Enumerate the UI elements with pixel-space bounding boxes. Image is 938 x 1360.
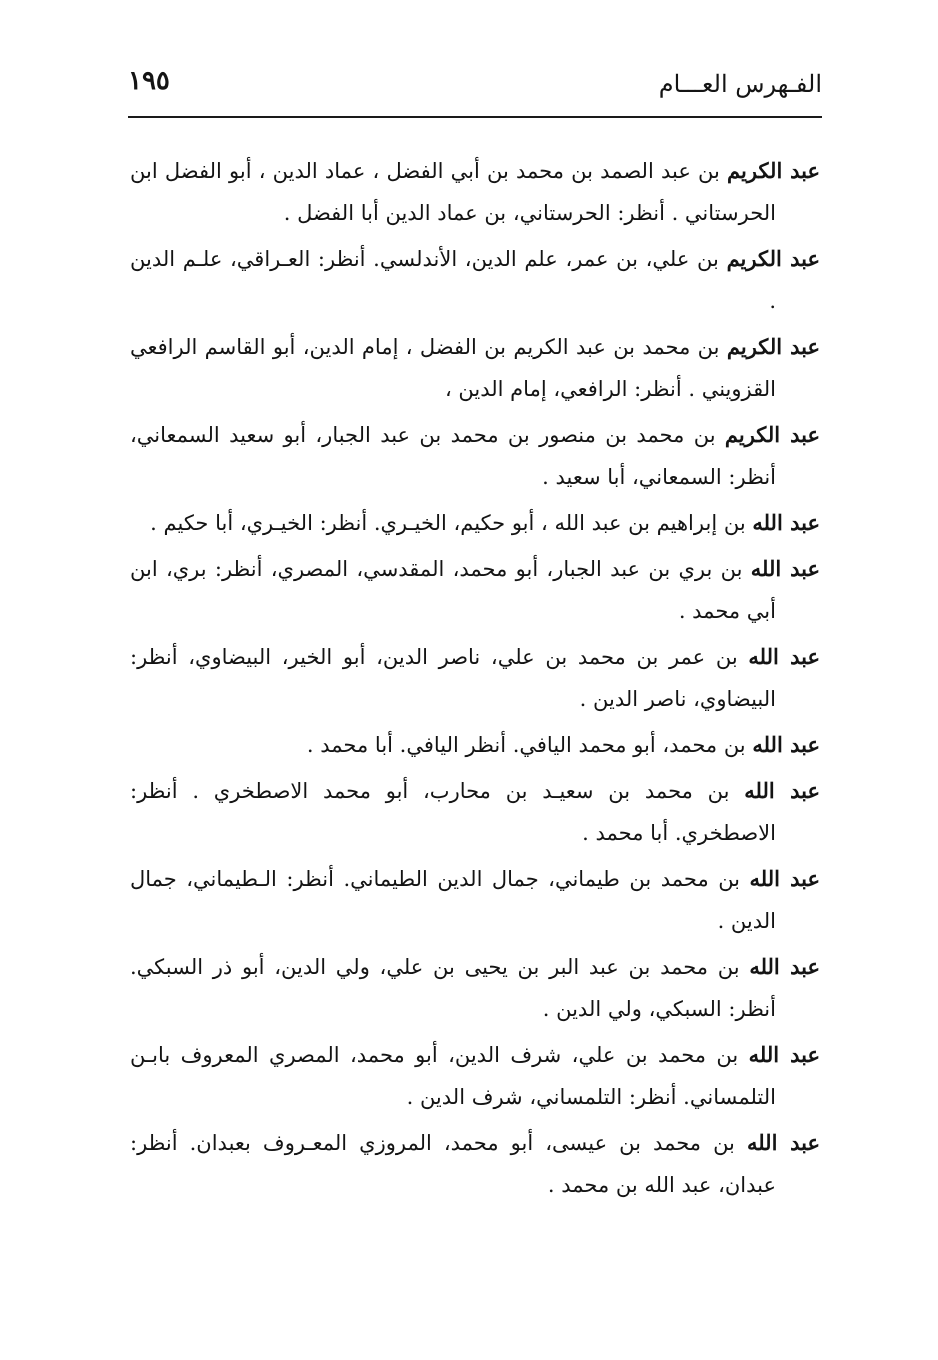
entry-head: عبد الله xyxy=(749,954,820,979)
entry-head: عبد الله xyxy=(752,732,820,757)
entry-text: بن محمد بن سعيـد بن محارب، أبو محمد الاصطخري . أنظر: الاصطخري. أبا محمد . xyxy=(130,779,776,845)
page-number: ١٩٥ xyxy=(128,66,170,96)
entry-text: بن محمد بن عبد البر بن يحيى بن علي، ولي الدين، أبو ذر السبكي. أنظر: السبكي، ولي الدين . xyxy=(130,955,776,1021)
entry-head: عبد الله xyxy=(744,778,820,803)
index-entry xyxy=(130,548,820,632)
entry-text: بن بري بن عبد الجبار، أبو محمد، المقدسي، المصري، أنظر: بري، ابن أبي محمد . xyxy=(130,557,776,623)
entry-text: بن محمد بن علي، شرف الدين، أبو محمد، المصري المعروف بابـن التلمساني. أنظر: التلمساني، شرف الدين . xyxy=(130,1043,776,1109)
index-entry xyxy=(130,1034,820,1118)
entry-head: عبد الكريم xyxy=(724,422,820,447)
index-entry xyxy=(130,1122,820,1206)
entry-head: عبد الكريم xyxy=(726,246,820,271)
entry-text: بن محمد، أبو محمد اليافي. أنظر اليافي. أبا محمد . xyxy=(306,733,753,757)
entry-head: عبد الله xyxy=(749,866,821,891)
index-entry xyxy=(130,946,820,1030)
entry-text: بن محمد بن طيماني، جمال الدين الطيماني. أنظر: الـطيماني، جمال الدين . xyxy=(130,867,776,933)
index-entry xyxy=(130,636,820,720)
entry-head: عبد الكريم xyxy=(726,334,820,359)
entry-head: عبد الله xyxy=(748,644,820,669)
index-entry xyxy=(130,414,820,498)
index-entries xyxy=(130,150,820,1210)
entry-head: عبد الكريم xyxy=(727,158,820,183)
index-entry xyxy=(130,326,820,410)
index-entry xyxy=(130,858,820,942)
entry-text: بن عمر بن محمد بن علي، ناصر الدين، أبو الخير، البيضاوي، أنظر: البيضاوي، ناصر الدين . xyxy=(130,645,776,711)
entry-text: بن علي، بن عمر، علم الدين، الأندلسي. أنظر: العـراقي، علـم الدين . xyxy=(130,247,776,313)
entry-head: عبد الله xyxy=(748,1042,820,1067)
header-rule xyxy=(128,116,822,118)
entry-text: بن محمد بن منصور بن محمد بن عبد الجبار، أبو سعيد السمعاني، أنظر: السمعاني، أبا سعيد . xyxy=(130,423,776,489)
entry-head: عبد الله xyxy=(750,556,820,581)
entry-text: بن إبراهيم بن عبد الله ، أبو حكيم، الخيـري. أنظر: الخيـري، أبا حكيم . xyxy=(150,511,753,535)
running-head xyxy=(128,62,822,106)
entry-text: بن محمد بن عيسى، أبو محمد، المروزي المعـروف بعبدان. أنظر: عبدان، عبد الله بن محمد . xyxy=(130,1131,776,1197)
index-entry xyxy=(130,150,820,234)
index-entry xyxy=(130,238,820,322)
index-entry xyxy=(130,502,820,544)
entry-head: عبد الله xyxy=(746,1130,820,1155)
entry-head: عبد الله xyxy=(752,510,820,535)
entry-text: بن محمد بن عبد الكريم بن الفضل ، إمام الدين، أبو القاسم الرافعي القزويني . أنظر: الرافعي، إمام الدين ، xyxy=(130,335,776,401)
index-entry xyxy=(130,724,820,766)
running-title: الفـهرس العـــام xyxy=(658,70,822,98)
entry-text: بن عبد الصمد بن محمد بن أبي الفضل ، عماد الدين ، أبو الفضل ابن الحرستاني . أنظر: الحرستاني، بن عماد الدين أبا الفضل . xyxy=(130,159,776,225)
index-entry xyxy=(130,770,820,854)
